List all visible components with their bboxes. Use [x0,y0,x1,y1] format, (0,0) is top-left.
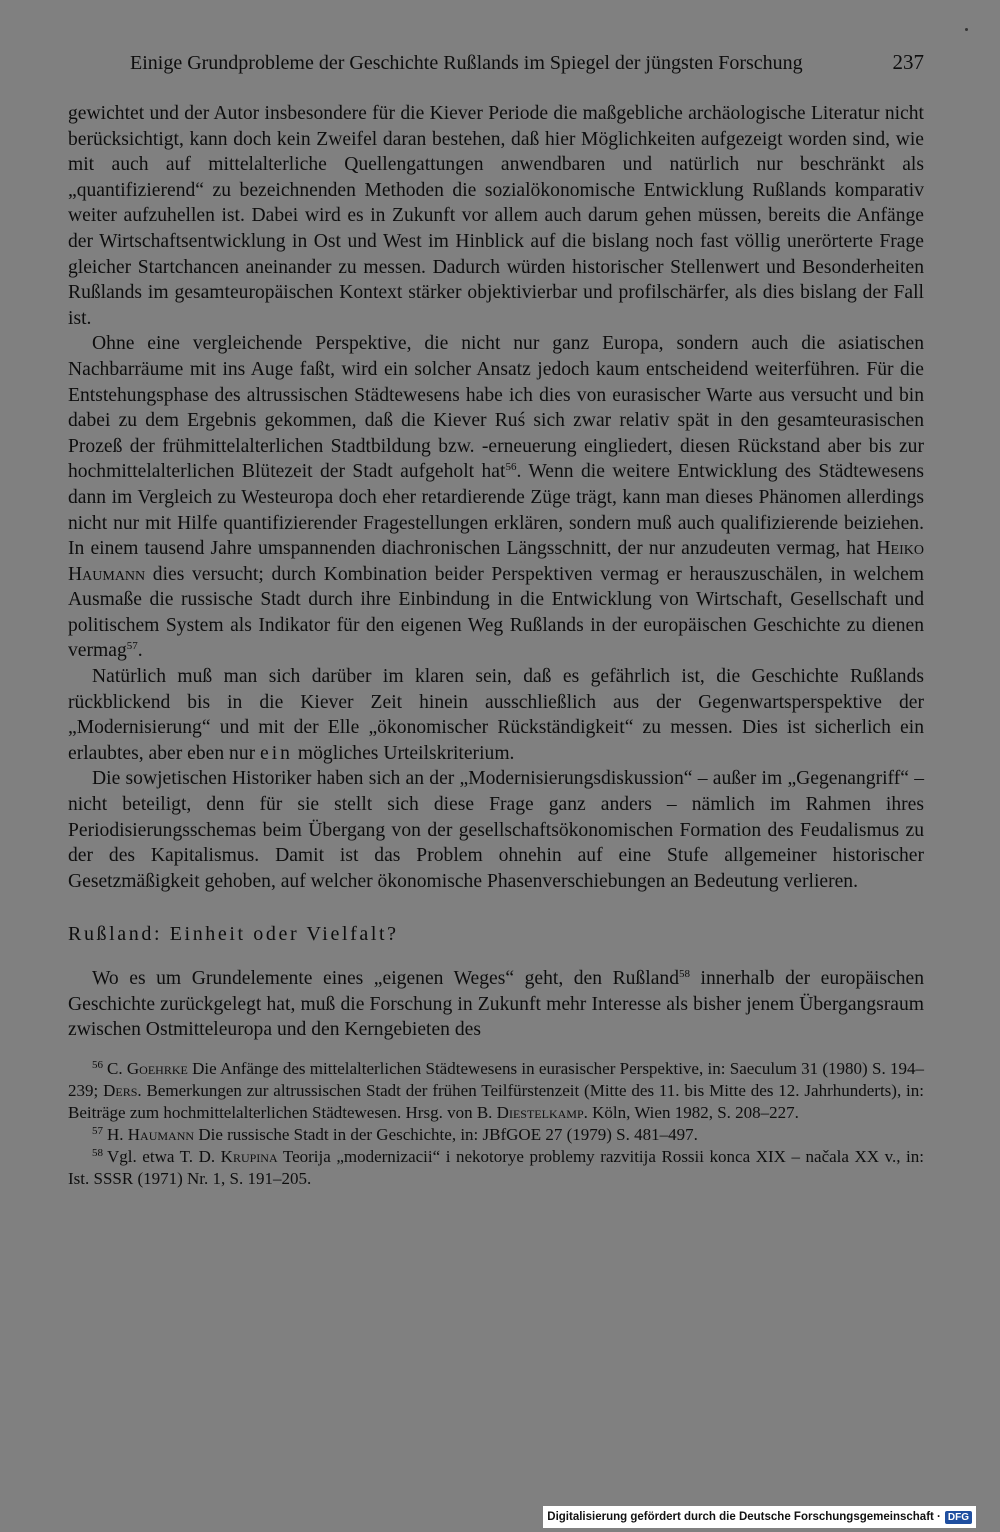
dfg-logo-icon: DFG [945,1511,972,1524]
author-name-haumann: Heiko Haumann [68,538,924,585]
paragraph-5-part-b: innerhalb der europäischen Geschichte zurückgelegt hat, muß die Forschung in Zukunft mehr Interesse als bisher jenem Übergangsraum zwischen Ostmitteleuropa und den Kerngebieten des [68,968,924,1041]
footnote-text: Teorija „modernizacii“ i nekotorye problemy razvitija Rossii konca XIX – načala XX v., in: Ist. SSSR (1971) Nr. 1, S. 191–205. [68,1146,924,1188]
footnote-text: Die russische Stadt in der Geschichte, in: JBfGOE 27 (1979) S. 481–497. [194,1124,698,1144]
footnote-ref-58[interactable]: 58 [679,968,690,980]
footnote-57 [68,1124,924,1146]
footnote-number: 56 [92,1058,103,1071]
paragraph-2-part-b: . Wenn die weitere Entwicklung des Städtewesens dann im Vergleich zu Westeuropa doch eher retardierende Züge trägt, kann man dieses Phänomen allerdings nicht nur mit Hilfe quantifizierender Fragestellungen erklären, sondern muß auch qualifizierende beiziehen. In einem tausend Jahre umspannenden diachronischen Längsschnitt, der nur anzudeuten vermag, hat [68,461,924,560]
footnotes [68,1058,924,1190]
digitization-credit [543,1506,976,1528]
footnote-editor: Diestelkamp [496,1102,584,1122]
footnote-text: . Köln, Wien 1982, S. 208–227. [583,1102,799,1122]
paragraph-2 [68,331,924,664]
footnote-58 [68,1146,924,1190]
footnote-prefix: Vgl. etwa T. D. [107,1146,221,1166]
footnote-ref-56[interactable]: 56 [505,461,517,474]
running-title: Einige Grundprobleme der Geschichte Rußlands im Spiegel der jüngsten Forschung [130,52,803,74]
book-page [68,50,924,1190]
footnote-text: Bemerkungen zur altrussischen Stadt der frühen Teilfürstenzeit (Mitte des 11. bis Mitte des 12. Jahrhunderts), in: Beiträge zum hochmittelalterlichen Städtewesen. Hrsg. von B. [68,1080,924,1122]
paragraph-3-part-b: mögliches Urteilskriterium. [292,742,515,764]
paragraph-5 [68,966,924,1043]
paragraph-2-part-d: . [137,640,143,662]
page-number: 237 [892,50,924,74]
paragraph-4: Die sowjetischen Historiker haben sich an der „Modernisierungsdiskussion“ – außer im „Gegenangriff“ – nicht beteiligt, denn für sie stellt sich diese Frage ganz anders – nämlich im Rahmen ihres Periodisierungsschemas beim Übergang von der gesellschaftsökonomischen Formation des Feudalismus zu der des Kapitalismus. Damit ist das Problem ohnehin auf eine Stufe allgemeiner historischer Gesetzmäßigkeit gehoben, auf welcher ökonomische Phasenverschiebungen an Bedeutung verlieren. [68,768,924,892]
footnote-ref-57[interactable]: 57 [126,640,138,653]
section-heading: Rußland: Einheit oder Vielfalt? [68,923,399,946]
footnote-number: 58 [92,1146,103,1159]
footnote-author: Krupina [220,1146,278,1166]
emphasis-ein: ein [260,742,293,764]
body-text [68,101,924,1043]
paragraph-3 [68,664,924,766]
running-head [68,50,924,84]
scan-speck [965,28,968,31]
paragraph-2-part-c: dies versucht; durch Kombination beider Perspektiven vermag er herauszuschälen, in welchem Ausmaße die russische Stadt durch ihre Einbindung in die Entwicklung von Wirtschaft, Gesellschaft und politischem System als Indikator für den eigenen Weg Rußlands in der europäischen Geschichte zu dienen vermag [68,563,924,662]
footnote-text: Die Anfänge des mittelalterlichen Städtewesens in eurasischer Perspektive, in: Saeculum 31 (1980) S. 194–239; [68,1058,924,1100]
footnote-number: 57 [92,1124,103,1137]
footnote-author: H. Haumann [107,1124,195,1144]
paragraph-5-part-a: Wo es um Grundelemente eines „eigenen Weges“ geht, den Rußland [92,968,679,989]
paragraph-3-part-a: Natürlich muß man sich darüber im klaren sein, daß es gefährlich ist, die Geschichte Rußlands rückblickend bis in die Kiever Zeit hinein ausschließlich aus der Gegenwartsperspektive der „Modernisierung“ und mit der Elle „ökonomischer Rückständigkeit“ zu messen. Dies ist sicherlich ein erlaubtes, aber eben nur [68,666,924,764]
paragraph-2-part-a: Ohne eine vergleichende Perspektive, die nicht nur ganz Europa, sondern auch die asiatischen Nachbarräume mit ins Auge faßt, wird ein solcher Ansatz jedoch kaum entscheidend weiterführen. Für die Entstehungsphase des altrussischen Städtewesens habe ich dies von eurasischer Warte aus versucht und bin dabei zu dem Ergebnis gekommen, daß die Kiever Ruś sich zwar relativ spät in den gesamteurasischen Prozeß der frühmittelalterlichen Stadtbildung bzw. -erneuerung eingliedert, diesen Rückstand aber bis zur hochmittelalterlichen Blütezeit der Stadt aufgeholt hat [68,333,924,483]
footnote-author: C. Goehrke [107,1058,188,1078]
credit-text: Digitalisierung gefördert durch die Deutsche Forschungsgemeinschaft · [547,1511,941,1523]
paragraph-1: gewichtet und der Autor insbesondere für die Kiever Periode die maßgebliche archäologische Literatur nicht berücksichtigt, kann doch kein Zweifel daran bestehen, daß hier Möglichkeiten aufgezeigt worden sind, wie mit auch auf mittelalterliche Quellengattungen anwendbaren und natürlich nur beschränkt als „quantifizierend“ zu bezeichnenden Methoden die sozialökonomische Entwicklung Rußlands komparativ weiter aufzuhellen ist. Dabei wird es in Zukunft vor allem auch darum gehen müssen, bereits die Anfänge der Wirtschaftsentwicklung in Ost und West im Hinblick auf die bislang noch fast völlig unerörterte Frage gleicher Startchancen aneinander zu messen. Dadurch würden historischer Stellenwert und Besonderheiten Rußlands im gesamteuropäischen Kontext stärker objektivierbar und profilschärfer, als dies bislang der Fall ist. [68,103,924,329]
footnote-56 [68,1058,924,1124]
footnote-author: Ders. [103,1080,142,1100]
